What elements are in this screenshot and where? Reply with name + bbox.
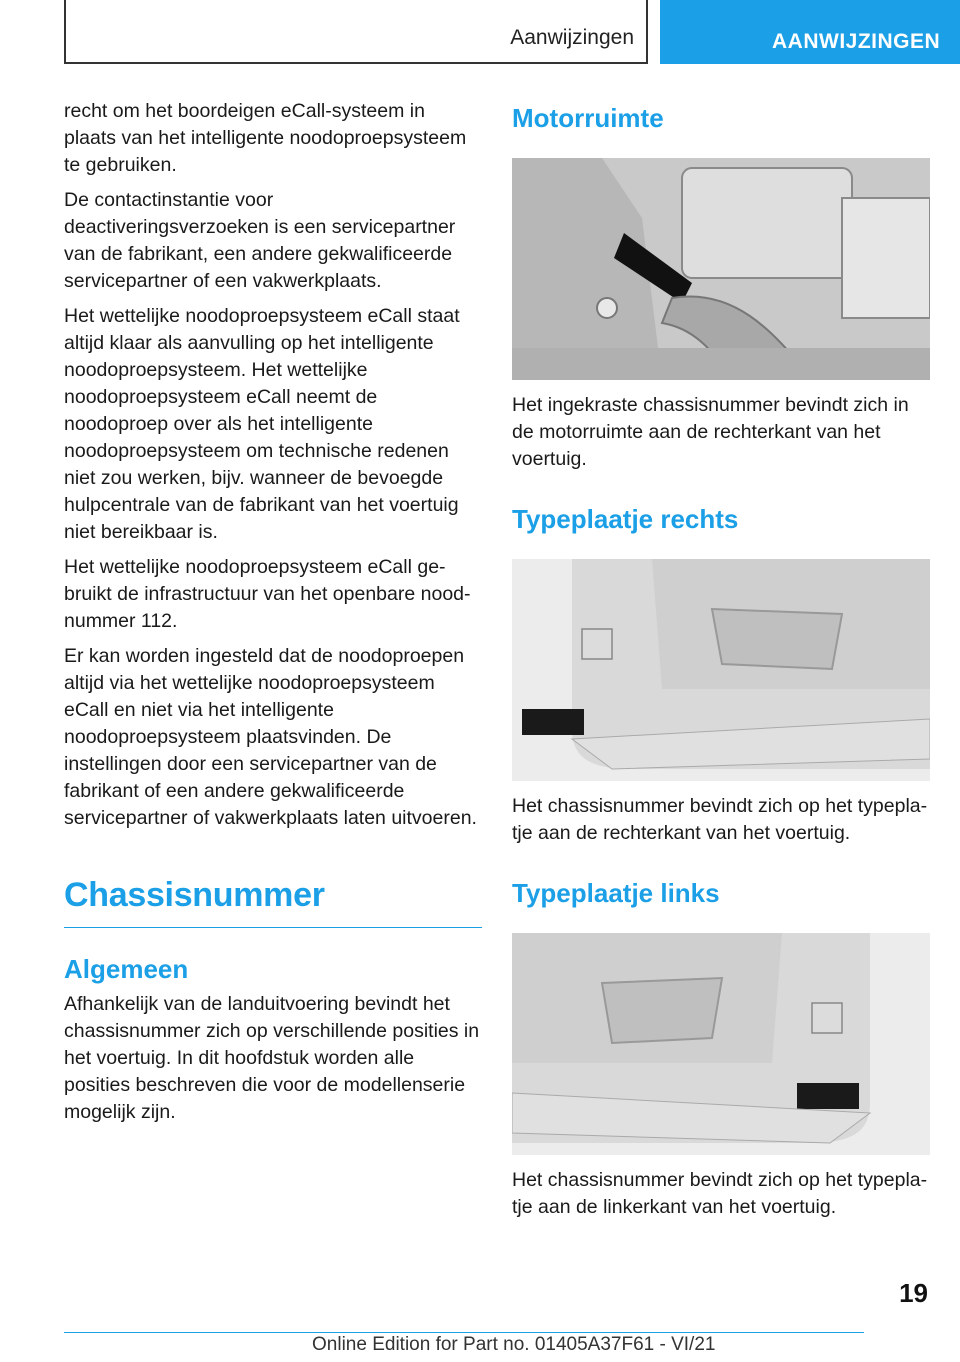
section-heading-typeplaatje-rechts: Typeplaatje rechts xyxy=(512,504,739,534)
chapter-heading: Chassisnummer xyxy=(64,876,482,928)
paragraph: Het wettelijke noodoproepsysteem eCall gebruikt de infrastructuur van het openbare noodnummer 112. xyxy=(64,556,471,632)
paragraph: Het wettelijke noodoproepsysteem eCall staat altijd klaar als aanvulling op het intelligente noodoproepsysteem. Het wettelijke noodoproepsysteem eCall neemt de noodoproep over als het intelligente noodoproepsysteem om technische redenen niet zou werken, bijv. wanneer de bevoegde hulpcentrale van de fabrikant van het voertuig niet bereikbaar is. xyxy=(64,305,460,543)
section-heading-typeplaatje-links: Typeplaatje links xyxy=(512,878,720,908)
right-column xyxy=(512,98,930,1221)
left-door-sill-image xyxy=(512,933,930,1155)
paragraph: De contactinstantie voor deactiveringsverzoeken is een servicepartner van de fabrikant, een andere gekwalificeerde servicepartner of een vakwerkplaats. xyxy=(64,189,456,292)
header-section-title: Aanwijzingen xyxy=(510,26,634,49)
figure-caption: Het ingekraste chassisnummer bevindt zich in de motorruimte aan de rechterkant van het voertuig. xyxy=(512,394,909,470)
page-number: 19 xyxy=(899,1278,928,1308)
right-door-sill-image xyxy=(512,559,930,781)
figure-caption: Het chassisnummer bevindt zich op het typeplatje aan de rechterkant van het voertuig. xyxy=(512,795,928,844)
figure-caption: Het chassisnummer bevindt zich op het typeplatje aan de linkerkant van het voertuig. xyxy=(512,1169,928,1218)
header-chapter-tab[interactable]: AANWIJZINGEN xyxy=(660,0,960,64)
section-heading-motorruimte: Motorruimte xyxy=(512,103,664,133)
sub-heading: Algemeen xyxy=(64,954,189,984)
footer-divider xyxy=(64,1332,864,1333)
paragraph: Afhankelijk van de landuitvoering bevindt het chassisnummer zich op verschillende posities in het voertuig. In dit hoofdstuk worden alle posities beschreven die voor de modellenserie mogelijk zijn. xyxy=(64,993,480,1123)
paragraph: recht om het boordeigen eCall-systeem in plaats van het intelligente noodoproepsysteem te gebruiken. xyxy=(64,100,467,176)
engine-bay-image xyxy=(512,158,930,380)
left-column xyxy=(64,98,482,1134)
footer-edition: Online Edition for Part no. 01405A37F61 - VI/21 xyxy=(312,1334,716,1355)
paragraph: Er kan worden ingesteld dat de noodoproepen altijd via het wettelijke noodoproepsysteem eCall en niet via het intelligente noodoproepsysteem plaatsvinden. De instellingen door een servicepartner van de fabrikant of een andere gekwalificeerde servicepartner of vakwerkplaats laten uitvoeren. xyxy=(64,645,477,829)
